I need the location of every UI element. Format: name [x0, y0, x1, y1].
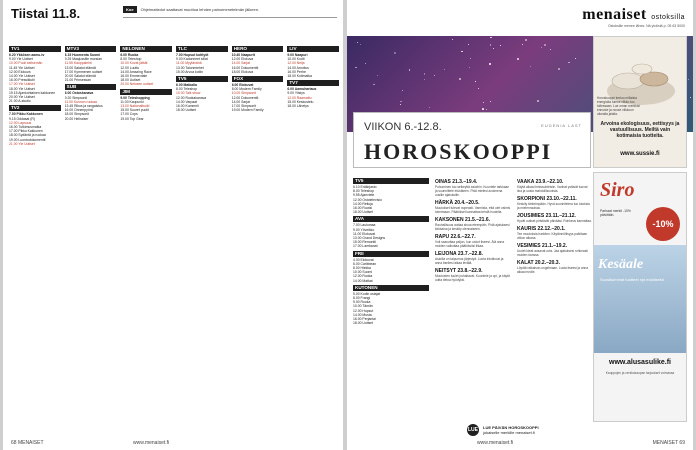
program-line: 18.00 Lähetys — [287, 104, 309, 109]
program-line: 12.00 Raamattu — [287, 95, 312, 100]
sussie-ad-text: Arvoina ekologisuus, eettisyys ja vastuullisuus. Meiltä vain kotimaisia tuotteita. — [600, 121, 680, 139]
star — [537, 100, 538, 101]
horoscope-title: HOROSKOOPPI — [364, 139, 553, 164]
channel-header: HERO — [232, 46, 284, 52]
star — [355, 67, 356, 68]
star — [373, 84, 375, 86]
tv-listing-columns — [9, 44, 339, 432]
program-line: 6.20 Ykkösen aamu-tv — [9, 53, 45, 57]
program-line: 9.20 Simpsonit — [64, 95, 88, 100]
program-line: 16.00 Kummeli — [176, 104, 199, 109]
program-line: 6.00 Elokuvat — [231, 83, 254, 88]
star — [530, 66, 531, 67]
brand-subtitle: Ostoksille menee lähes: Nä yhdistä p. 05 63 5000 — [607, 24, 685, 28]
program-line: 15.00 Arvoa kotiin — [176, 69, 203, 74]
program-line: 16.00 Perhe — [287, 69, 306, 74]
star — [434, 75, 435, 76]
program-line: 8.00 Modern Family — [231, 87, 262, 92]
horoscope-intro: Horoskooppi kertoo millaisia energioita tuleva viikko tuo tullessaan. Lue oman merkkisi ennuste ja nouse viikkoon oikealla jalalla. — [597, 96, 640, 116]
program-line: 10.00 Kovat jätkät — [120, 61, 148, 66]
program-line: 14.00 Musta — [353, 312, 372, 317]
siro-brand: Siro — [600, 179, 635, 201]
zodiac-sign-heading: LEIJONA 23.7.–22.8. — [435, 251, 483, 257]
program-line: 14.00 Varpaat — [176, 99, 198, 104]
star — [468, 44, 469, 45]
channel-header: AVA — [353, 216, 429, 222]
program-line: 5.00 Kodin ostajat — [353, 291, 381, 296]
zodiac-sign-text: Muutosten tuulet puhaltavat. Kuuntele ja opi, ja käytä uutta tietoa hyödyksi. — [435, 274, 510, 282]
program-line: 9.25 Maajussille morsian — [64, 57, 102, 62]
program-line: 18.00 Uutiset — [353, 321, 373, 326]
tv-column — [9, 44, 61, 432]
horoscope-title-box — [353, 112, 591, 168]
program-line: 9.55 Ajanviete — [353, 193, 375, 198]
program-line: 18.00 Simpsonit — [64, 112, 89, 117]
zodiac-sign-text: Uudet ideat avaavat ovia. Jaa ajatuksesi rohkeasti muiden kanssa. — [517, 249, 588, 257]
star — [517, 58, 519, 60]
zodiac-sign-text: Käytä aikaa ihmissuhteisiin. Vanhat ystävät tuovat iloa ja uusia mahdollisuuksia. — [517, 185, 588, 193]
program-line: 6.00 Ruoka — [120, 53, 139, 57]
program-line: 11.00 Elokuvat — [353, 231, 376, 236]
promo-text: LUE PÄIVÄN HOROSKOOPPI — [483, 425, 539, 430]
program-line: 15.00 Suuret puolit — [120, 108, 149, 113]
star — [461, 51, 462, 52]
star — [424, 79, 425, 80]
program-line: 14.00 Matkat — [353, 278, 373, 283]
siro-promo: Parhaat merkit -10% päivittäin. — [600, 209, 631, 218]
promo-sub: jokaiselle merkille menaiset.fi — [483, 430, 535, 435]
star — [490, 37, 491, 38]
channel-header: TV7 — [287, 80, 339, 86]
program-line: 12.00 Ruokakanava — [176, 95, 207, 100]
program-line: 9.00 Yöveikko — [353, 227, 375, 232]
program-line: 6.00 Ostoskanava — [64, 91, 94, 96]
program-line: 19.00 Luontodokumentti — [9, 137, 46, 142]
zodiac-sign-text: Puhuminen tuo selkeyttä asioihin. Kuuntele tarkkaan ja suunnittele etukäteen. Pidä mielesi avoimena uusille ajatuksille. — [435, 185, 510, 197]
program-line: 16.00 Ruotsi — [353, 206, 373, 211]
program-line: 8.00 Hiekka — [353, 266, 371, 271]
zodiac-sign-text: Keskity tärkeimpään. Hyvä suunnitelma tuo tuloksia ja mielenrauhaa. — [517, 202, 590, 210]
promo-text-block — [483, 425, 539, 435]
star — [357, 42, 358, 43]
star — [365, 63, 366, 64]
program-line: 10.00 Puoli seitsemän — [9, 61, 43, 66]
program-banner — [123, 2, 337, 18]
page-footer-left: 68 MENAISET — [11, 440, 44, 446]
page-footer-center: www.menaiset.fi — [133, 440, 170, 446]
star — [444, 69, 445, 70]
program-line: 19.15 Ajankohtainen kakkonen — [9, 90, 56, 95]
star — [690, 97, 691, 98]
brand-suffix: ostoksilla — [651, 14, 685, 21]
program-line: 14.00 Amazing Race — [120, 69, 152, 74]
star — [483, 102, 484, 103]
program-line: 16.00 Onnenpyörä — [64, 108, 93, 113]
program-line: 18.00 Uutiset — [353, 210, 373, 215]
program-line: 4.00 Elokuvat — [353, 257, 374, 262]
tv-column — [232, 44, 284, 432]
program-line: 18.00 Kotimatka — [287, 74, 312, 79]
program-line: 8.00 Teleshop — [176, 87, 198, 92]
channel-header: TV5 — [176, 76, 228, 82]
program-line: 12.00 Ruoka — [353, 274, 373, 279]
program-line: 11.00 Kunnon ruokaa — [64, 99, 97, 104]
star — [688, 79, 689, 80]
star — [475, 81, 476, 82]
zodiac-column — [517, 176, 593, 428]
program-line: 21.00 A-studio — [9, 99, 31, 104]
program-line: 13.00 Nationalbuild — [120, 104, 150, 109]
zodiac-sign-text: Tee muutoksia harkiten. Käytännöllisyys palkitaan viikon aikana. — [517, 232, 588, 240]
program-line: 12.00 Hupsut — [353, 308, 374, 313]
program-line: 12.00 Luuttu — [120, 65, 140, 70]
promo-bar — [467, 424, 617, 436]
channel-header: TV5 — [353, 178, 429, 184]
star — [482, 108, 484, 110]
star — [544, 44, 546, 46]
star — [424, 73, 425, 74]
program-line: 10.00 Tämän — [353, 304, 373, 309]
program-line: 9.00 Naapuri — [287, 53, 308, 57]
left-page — [3, 0, 343, 450]
program-line: 17.00 Kymmenen uutiset — [64, 69, 103, 74]
program-line: 17.00 Simpsonit — [231, 104, 257, 109]
program-line: 6.10 Eräkirjasto — [353, 185, 377, 189]
program-line: 14.00 Sarjat — [231, 61, 250, 66]
discount-badge: -10% — [646, 207, 680, 241]
sale-subtitle: Suosituimmat tuotteet nyt edullisesti — [600, 277, 664, 282]
header-band — [347, 0, 693, 36]
program-line: 18.00 Sydäntä ja ruokaa — [9, 133, 46, 138]
program-line: 8.00 Frangi — [353, 296, 371, 301]
star — [525, 39, 527, 41]
program-line: 11.00 Myytävänä — [176, 61, 202, 66]
program-line: 12.00 Ostotelevisio — [353, 197, 382, 202]
program-line: 17.00 Lambanat — [353, 244, 378, 249]
program-line: 15.00 Keskustelu — [287, 99, 314, 104]
program-line: 20.00 Nelosen uutiset — [120, 82, 154, 87]
program-line: 10.00 Suomi — [353, 270, 373, 275]
channel-header: LIV — [287, 46, 339, 52]
siro-ad-small: Kauppojen ja verkkokaupan tarjoukset voimassa — [605, 371, 675, 375]
horoscope-week: VIIKON 6.-12.8. — [364, 121, 442, 133]
channel-header: NELONEN — [120, 46, 172, 52]
zodiac-sign-heading: OINAS 21.3.–19.4. — [435, 179, 478, 185]
zodiac-columns — [353, 176, 593, 428]
zodiac-sign-heading: RAPU 22.6.–22.7. — [435, 234, 476, 240]
program-line: 8.00 Teleshop — [120, 57, 142, 62]
program-line: 19.00 Modern Family — [231, 108, 264, 113]
program-line: 9.00 Ylistys — [287, 91, 305, 96]
brand-logo — [582, 6, 685, 24]
star — [400, 104, 401, 105]
channel-header: TV1 — [9, 46, 61, 52]
channel-header: TLC — [176, 46, 228, 52]
program-line: 7.00 Hupsut kotityöt — [176, 53, 209, 57]
program-line: 17.00 Cops — [120, 112, 138, 117]
program-line: 14.00 Sarjat — [231, 99, 250, 104]
tv-column — [287, 44, 339, 432]
promo-logo: LUE — [467, 424, 479, 436]
program-line: 10.40 Naapurit — [231, 53, 255, 57]
channel-header: KUTONEN — [353, 285, 429, 291]
star — [575, 58, 576, 59]
channel-header: MTV3 — [65, 46, 117, 52]
star — [377, 75, 378, 76]
page-footer-right: MENAISET 69 — [652, 440, 685, 446]
program-line: 6.15 Huomenta Suomi — [64, 53, 101, 57]
program-line: 17.00 Yle Uutiset — [9, 82, 35, 87]
star — [489, 63, 490, 64]
program-line: 12.00 Lapsuus — [9, 120, 32, 125]
zodiac-sign-heading: KAURIS 22.12.–20.1. — [517, 226, 566, 232]
program-line: 9.00 Teleshopping — [120, 95, 150, 100]
program-line: 18.00 Uutiset — [176, 108, 196, 113]
program-line: 9.00 Yle Uutiset — [9, 57, 33, 62]
program-line: 14.00 Yle Uutiset — [9, 74, 35, 79]
star — [469, 67, 470, 68]
program-line: 18.00 Elokuva — [231, 69, 254, 74]
zodiac-sign-heading: KAKSONEN 21.5.–21.6. — [435, 217, 491, 223]
program-line: 14.00 Arvoitus — [287, 65, 309, 70]
zodiac-sign-heading: HÄRKÄ 20.4.–20.5. — [435, 200, 480, 206]
banner-text: Ohjelmatiedot saattavat muuttua lehden painomenetelmän jälkeen. — [140, 7, 260, 12]
zodiac-sign-heading: VESIMIES 21.1.–19.2. — [517, 243, 568, 249]
siro-ad[interactable] — [593, 172, 687, 422]
star — [360, 44, 361, 45]
program-line: 13.00 Talonmiehet — [176, 65, 204, 70]
program-line: 6.00 Caribbean — [353, 261, 377, 266]
program-line: 20.00 Yle Uutiset — [9, 95, 35, 100]
program-line: 14.00 Reiluja — [353, 201, 373, 206]
channel-header: JIM — [120, 89, 172, 95]
star — [400, 101, 402, 103]
zodiac-sign-text: Voit saavuttaa paljon, kun uskot itseesi. Älä anna muiden vaikuttaa päätöksiisi liikaa. — [435, 240, 505, 248]
star — [550, 49, 551, 50]
tv-column — [65, 44, 117, 432]
star — [493, 48, 494, 49]
siro-ad-url[interactable]: www.alusasulike.fi — [609, 359, 671, 366]
tv-column — [120, 44, 172, 432]
program-line: 12.00 Dokumentit — [231, 95, 259, 100]
channel-header: FRII — [353, 251, 429, 257]
star — [486, 109, 487, 110]
program-line: 17.00 Pikku Kakkonen — [9, 129, 43, 134]
program-line: 9.00 Kadonneet sillat — [176, 57, 208, 62]
zodiac-sign-heading: JOUSIMIES 23.11.–21.12. — [517, 213, 576, 219]
program-line: 18.00 Uutiset — [120, 78, 141, 83]
banner-tag: Koe — [123, 6, 137, 13]
program-line: 10.00 Talk show — [176, 91, 201, 96]
program-line: 15.00 Remontti — [353, 240, 376, 245]
program-line: 6.00 Matkalla — [176, 83, 197, 88]
program-line: 12.00 Elokuva — [9, 69, 31, 74]
channel-header: FOX — [232, 76, 284, 82]
zodiac-sign-text: Muutokset tulevat nopeasti. Varmista, että olet valmis toimimaan. Päätökset kannattaa tehdä huolella. — [435, 206, 511, 214]
program-line: 20.00 Salatut elämät — [64, 74, 96, 79]
program-line: 6.00 Aamuhartaus — [287, 87, 317, 92]
zodiac-sign-heading: NEITSYT 23.8.–22.9. — [435, 268, 483, 274]
star — [459, 78, 461, 80]
program-line: 16.00 Tutkimusmatka — [9, 125, 42, 130]
page-footer-center: www.menaiset.fi — [477, 440, 514, 446]
star — [568, 62, 570, 64]
zodiac-sign-heading: VAAKA 23.9.–22.10. — [517, 179, 564, 185]
zodiac-sign-text: Löydät ratkaisun ongelmaan. Luota itseesi ja anna aikaa levolle. — [517, 266, 589, 274]
zodiac-sign-heading: SKORPIONI 23.10.–22.11. — [517, 196, 577, 202]
program-line: 11.00 Kaupunki — [120, 99, 144, 104]
star — [558, 68, 560, 70]
tv-column — [176, 44, 228, 432]
zodiac-sign-text: Asioilla on taipumus järjestyä. Luota intuitioosi ja anna itsellesi aikaa levätä. — [435, 257, 504, 265]
sussie-ad-url[interactable]: www.sussie.fi — [620, 151, 660, 157]
program-line: 21.00 Prinsessan — [64, 78, 91, 83]
program-line: 13.00 Grand Designs — [353, 236, 386, 241]
star — [500, 45, 501, 46]
zodiac-sign-heading: KALAT 20.2.–20.3. — [517, 260, 560, 266]
star — [478, 88, 479, 89]
program-line: 16.00 Perjantai — [353, 317, 376, 322]
star — [429, 107, 430, 108]
program-line: 13.00 Salatut elämät — [64, 65, 96, 70]
program-line: 13.45 Rikos ja rangaistus — [64, 104, 103, 109]
channel-header: SUB — [65, 84, 117, 90]
program-line: 12.00 Elokuva — [231, 57, 254, 62]
program-line: 11.45 Yle Uutiset — [9, 65, 35, 70]
program-line: 8.00 Teleshop — [353, 189, 375, 194]
program-line: 7.00 Pikku Kakkonen — [9, 112, 43, 117]
program-line: 10.00 Simpsonit — [231, 91, 257, 96]
star — [452, 39, 453, 40]
right-tv-column — [353, 176, 429, 428]
brand-name: menaiset — [582, 6, 647, 23]
star — [409, 69, 411, 71]
program-line: 7.00 Laulumaa — [353, 223, 376, 228]
zodiac-sign-text: Hyvät uutiset piristävät päivääsi. Rohkeus kannattaa. — [517, 219, 592, 223]
program-line: 11.55 Kauppalehti — [64, 61, 92, 66]
program-line: 12.00 Nelja — [287, 61, 305, 66]
page-date: Tiistai 11.8. — [11, 6, 81, 21]
star — [490, 101, 491, 102]
horoscope-author: EUGENIA LAST — [541, 123, 582, 128]
program-line: 18.00 Yle Uutiset — [9, 86, 35, 91]
program-line: 21.00 Yle Uutiset — [9, 141, 35, 146]
program-line: 20.00 Hellraiser — [64, 116, 89, 121]
zodiac-sign-text: Rauhallisuus auttaa sinua eteenpäin. Pidä ajatuksesi kirkkaina ja keskity olennaiseen. — [435, 223, 510, 231]
program-line: 19.00 Top Gear — [120, 116, 144, 121]
channel-header: TV2 — [9, 105, 61, 111]
star — [522, 44, 523, 45]
program-line: 16.00 Pressiklubi — [9, 78, 35, 83]
star — [394, 52, 396, 54]
program-line: 9.15 Oddasat (R) — [9, 116, 36, 121]
right-page — [347, 0, 693, 450]
program-line: 16.00 Dokumentit — [231, 65, 259, 70]
star — [402, 90, 404, 92]
program-line: 16.00 Emmerdale — [120, 74, 148, 79]
zodiac-column — [435, 176, 511, 428]
star — [541, 47, 542, 48]
program-line: 10.00 Kodit — [287, 57, 305, 62]
star — [470, 58, 471, 59]
sale-title: Kesäale — [598, 257, 644, 272]
program-line: 9.00 Ruoka — [353, 300, 371, 305]
star — [490, 44, 492, 46]
